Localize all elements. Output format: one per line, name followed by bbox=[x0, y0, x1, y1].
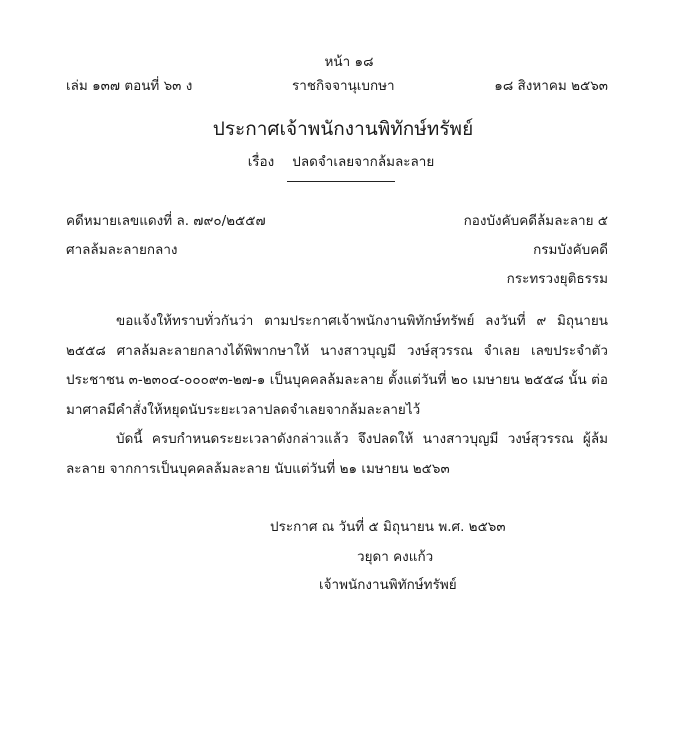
case-number: คดีหมายเลขแดงที่ ล. ๗๙๐/๒๕๕๗ bbox=[66, 213, 266, 229]
subject-text: ปลดจำเลยจากล้มละลาย bbox=[292, 154, 435, 170]
title-divider bbox=[287, 181, 395, 182]
subject-label: เรื่อง bbox=[247, 154, 275, 170]
announcement-date: ประกาศ ณ วันที่ ๕ มิถุนายน พ.ศ. ๒๕๖๓ bbox=[270, 519, 506, 535]
paragraph-1-text: ขอแจ้งให้ทราบทั่วกันว่า ตามประกาศเจ้าพนักงานพิทักษ์ทรัพย์ ลงวันที่ ๙ มิถุนายน ๒๕๕๘ ศาลล้มละลายกลางได้พิพากษาให้ นางสาวบุญมี วงษ์สุวรรณ จำเลย เลขประจำตัวประชาชน ๓-๒๓๐๔-๐๐๐๙๓-๒๗-๑ เป็นบุคคลล้มละลาย ตั้งแต่วันที่ ๒๐ เมษายน ๒๕๕๘ นั้น ต่อมาศาลมีคำสั่งให้หยุดนับระยะเวลาปลดจำเลยจากล้มละลายไว้ bbox=[66, 313, 608, 418]
signer-position: เจ้าพนักงานพิทักษ์ทรัพย์ bbox=[319, 577, 457, 593]
body-paragraph-1 bbox=[66, 307, 608, 425]
publication-name: ราชกิจจานุเบกษา bbox=[292, 78, 395, 94]
ministry-name: กระทรวงยุติธรรม bbox=[506, 271, 608, 287]
page-number: หน้า ๑๘ bbox=[324, 54, 374, 70]
department-name: กรมบังคับคดี bbox=[533, 242, 608, 258]
announcement-subject bbox=[4, 150, 674, 172]
signer-name: วยุดา คงแก้ว bbox=[357, 549, 434, 565]
paragraph-2-text: บัดนี้ ครบกำหนดระยะเวลาดังกล่าวแล้ว จึงปลดให้ นางสาวบุญมี วงษ์สุวรรณ ผู้ล้มละลาย จากการเป็นบุคคลล้มละลาย นับแต่วันที่ ๒๑ เมษายน ๒๕๖๓ bbox=[66, 431, 608, 477]
publication-date: ๑๘ สิงหาคม ๒๕๖๓ bbox=[494, 78, 608, 94]
body-paragraph-2 bbox=[66, 425, 608, 484]
court-name: ศาลล้มละลายกลาง bbox=[66, 242, 178, 258]
announcement-title: ประกาศเจ้าพนักงานพิทักษ์ทรัพย์ bbox=[212, 118, 474, 140]
division-name: กองบังคับคดีล้มละลาย ๕ bbox=[463, 213, 608, 229]
volume-issue: เล่ม ๑๓๗ ตอนที่ ๖๓ ง bbox=[66, 78, 193, 94]
